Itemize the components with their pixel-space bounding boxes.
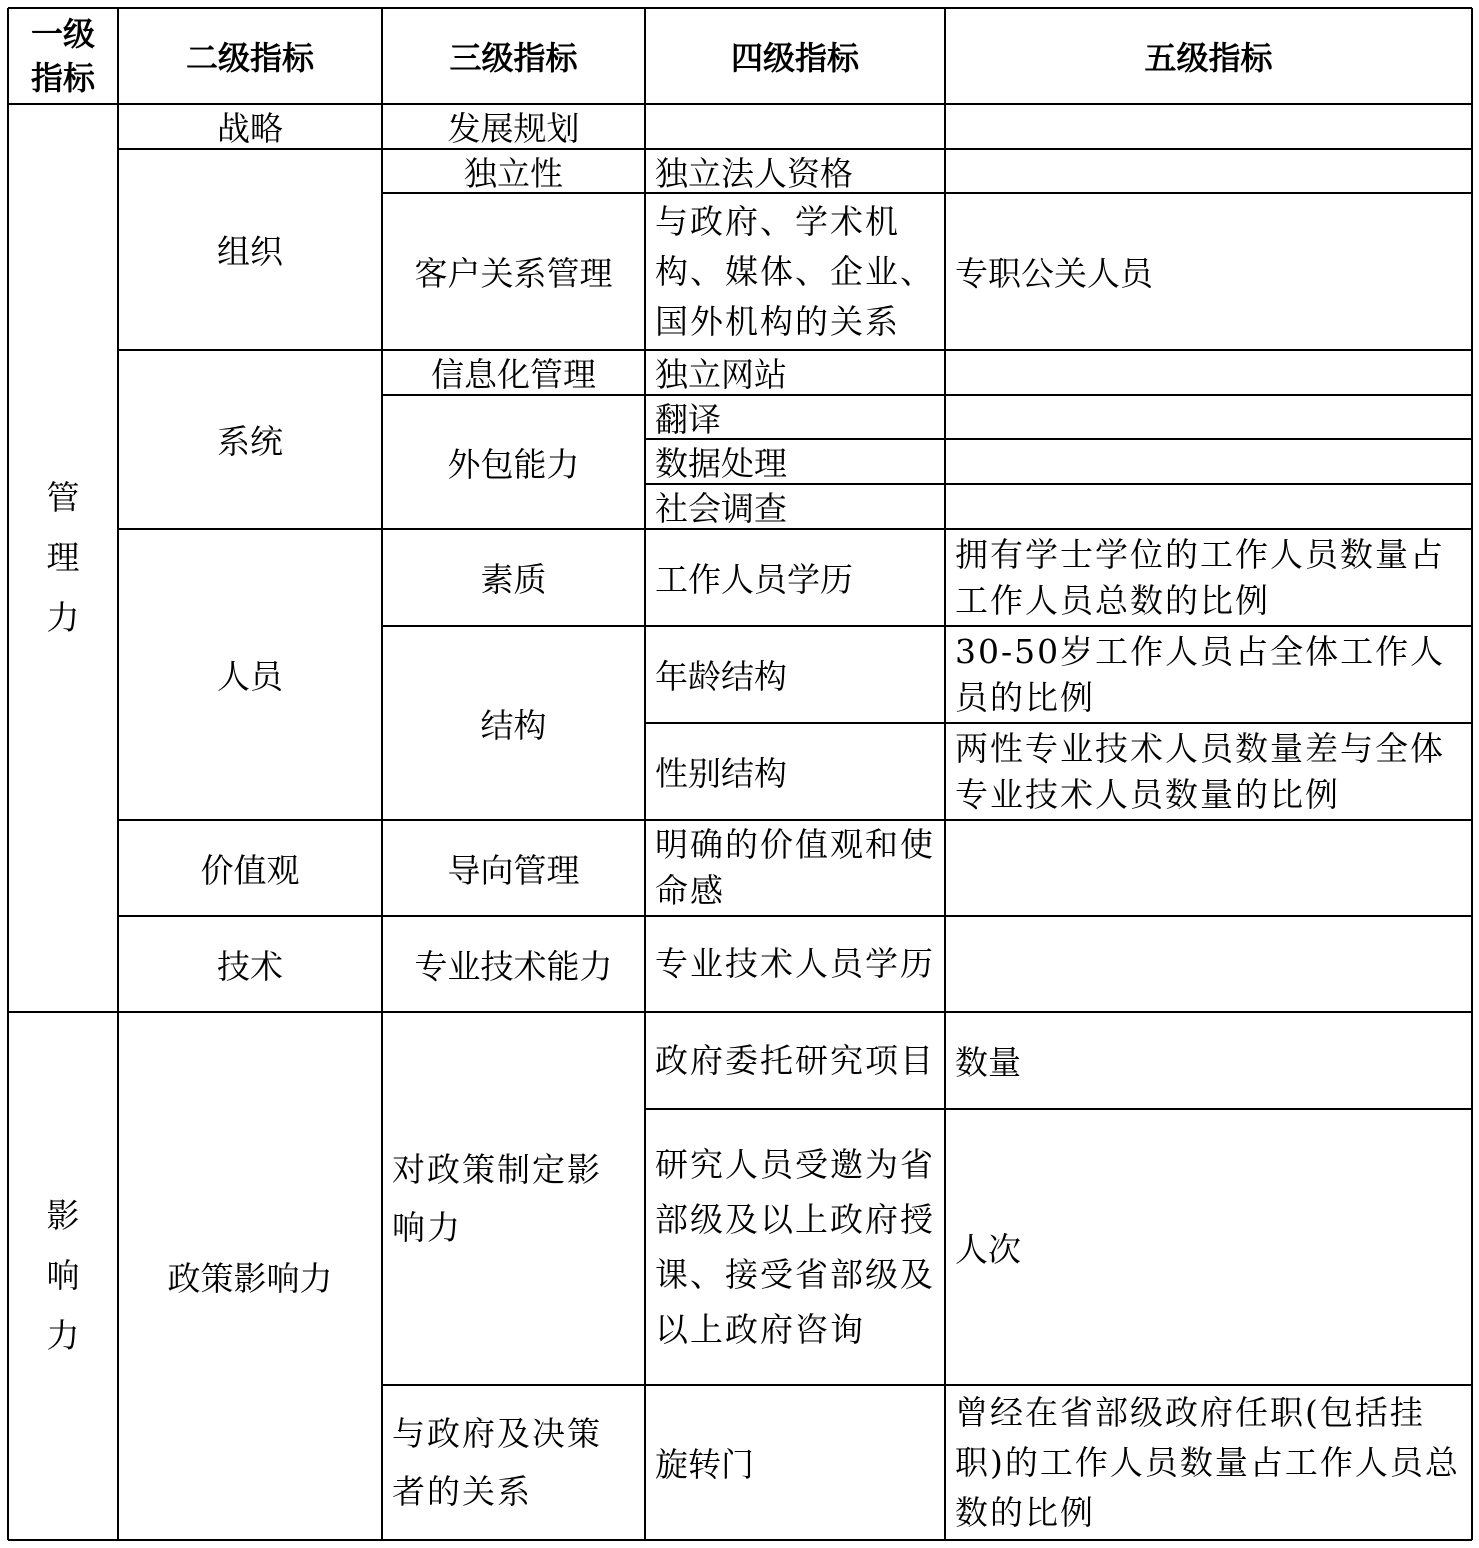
- l5-person-times: 人次: [955, 1229, 1021, 1269]
- l4-legal-person: 独立法人资格: [655, 153, 853, 193]
- l3-quality: 素质: [480, 560, 547, 599]
- header-level3: 三级指标: [449, 39, 578, 77]
- l4-empty-1: [645, 104, 945, 149]
- l2-strategy: 战略: [217, 109, 283, 148]
- header-level5: 五级指标: [1144, 39, 1273, 77]
- l5-pr-staff: 专职公关人员: [955, 254, 1153, 293]
- l5-empty-8: [945, 916, 1472, 1012]
- l5-former-officials: 曾经在省部级政府任职(包括挂职)的工作人员数量占工作人员总数的比例: [955, 1392, 1460, 1532]
- l5-quantity: 数量: [955, 1043, 1021, 1082]
- l3-info-mgmt: 信息化管理: [431, 355, 596, 394]
- l2-organization: 组织: [217, 232, 283, 271]
- l2-values: 价值观: [200, 850, 300, 890]
- header-level4: 四级指标: [730, 39, 859, 77]
- l2-policy-influence: 政策影响力: [167, 1258, 333, 1298]
- l5-gender-ratio: 两性专业技术人员数量差与全体专业技术人员数量的比例: [955, 728, 1445, 814]
- l2-system: 系统: [217, 422, 283, 461]
- l5-empty-1: [945, 104, 1472, 149]
- l4-data-processing: 数据处理: [655, 444, 787, 483]
- l3-independence: 独立性: [464, 153, 563, 193]
- l3-orientation: 导向管理: [447, 850, 580, 890]
- l4-gov-projects: 政府委托研究项目: [655, 1040, 935, 1080]
- l4-tech-staff-education: 专业技术人员学历: [655, 944, 935, 983]
- l2-personnel: 人员: [217, 657, 283, 696]
- l4-gender-structure: 性别结构: [655, 754, 787, 793]
- l4-website: 独立网站: [655, 355, 787, 394]
- l5-empty-3: [945, 350, 1472, 395]
- l4-age-structure: 年龄结构: [655, 657, 787, 696]
- l4-staff-education: 工作人员学历: [655, 560, 853, 599]
- l3-outsourcing: 外包能力: [447, 444, 580, 484]
- l5-empty-6: [945, 484, 1472, 529]
- l4-invited-lectures: 研究人员受邀为省部级及以上政府授课、接受省部级及以上政府咨询: [655, 1145, 935, 1349]
- l4-revolving-door: 旋转门: [655, 1445, 754, 1484]
- l5-age-ratio: 30-50岁工作人员占全体工作人员的比例: [955, 631, 1446, 717]
- l5-bachelor-ratio: 拥有学士学位的工作人员数量占工作人员总数的比例: [955, 534, 1445, 620]
- l4-translation: 翻译: [655, 399, 721, 439]
- l5-empty-4: [945, 395, 1472, 439]
- l4-mission: 明确的价值观和使命感: [655, 825, 935, 910]
- header-level2: 二级指标: [185, 39, 314, 77]
- l1-management: 管理力: [46, 478, 80, 637]
- l4-social-survey: 社会调查: [655, 489, 787, 528]
- l4-relations-with: 与政府、学术机构、媒体、企业、国外机构的关系: [655, 201, 935, 341]
- l3-structure: 结构: [480, 705, 547, 745]
- l3-policy-making: 对政策制定影响力: [392, 1149, 602, 1247]
- l3-dev-plan: 发展规划: [447, 109, 580, 148]
- l5-empty-2: [945, 149, 1472, 193]
- l3-client-relations: 客户关系管理: [414, 254, 613, 293]
- l3-pro-tech: 专业技术能力: [414, 946, 613, 986]
- l5-empty-5: [945, 439, 1472, 484]
- l3-gov-relations: 与政府及决策者的关系: [392, 1413, 602, 1511]
- l2-technology: 技术: [217, 946, 283, 986]
- header-level1: 一级指标: [30, 15, 95, 97]
- l5-empty-7: [945, 820, 1472, 916]
- l1-influence: 影响力: [46, 1196, 80, 1355]
